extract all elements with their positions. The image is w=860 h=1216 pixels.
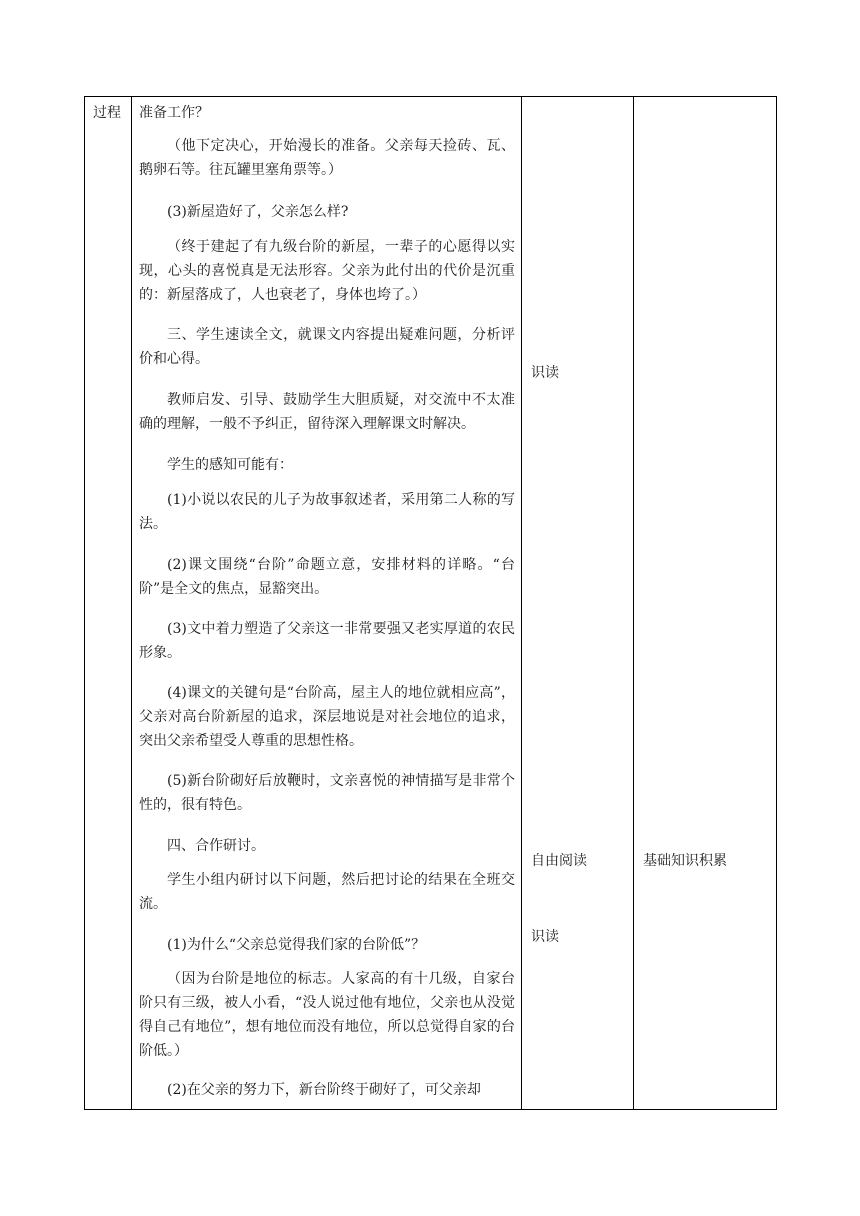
activity-note: 识读 (531, 365, 559, 381)
paragraph: (2)课文围绕“台阶”命题立意，安排材料的详略。“台阶”是全文的焦点，显豁突出。 (139, 557, 515, 597)
column-divider (633, 97, 634, 1109)
activity-note: 自由阅读 (531, 853, 587, 869)
goal-note: 基础知识积累 (643, 853, 727, 869)
column-divider (521, 97, 522, 1109)
paragraph: (4)课文的关键句是“台阶高，屋主人的地位就相应高”，父亲对高台阶新屋的追求，深层地说是对社会地位的追求，突出父亲希望受人尊重的思想性格。 (139, 685, 515, 749)
paragraph: (3)文中着力塑造了父亲这一非常要强又老实厚道的农民形象。 (139, 621, 515, 661)
paragraph: 教师启发、引导、鼓励学生大胆质疑，对交流中不太准确的理解，一般不予纠正，留待深入理解课文时解决。 (139, 392, 515, 432)
paragraph: 四、合作研讨。 (167, 838, 265, 854)
paragraph: 学生的感知可能有： (167, 457, 293, 473)
paragraph: (3)新屋造好了，父亲怎么样? (167, 204, 349, 220)
paragraph: （终于建起了有九级台阶的新屋，一辈子的心愿得以实现，心头的喜悦真是无法形容。父亲为此付出的代价是沉重的：新屋落成了，人也衰老了，身体也垮了。） (139, 239, 515, 303)
paragraph: (5)新台阶砌好后放鞭时，文亲喜悦的神情描写是非常个性的，很有特色。 (139, 773, 515, 813)
paragraph: （因为台阶是地位的标志。人家高的有十几级，自家台阶只有三级，被人小看，“没人说过他有地位，父亲也从没觉得自己有地位”，想有地位而没有地位，所以总觉得自家的台阶低。） (139, 971, 515, 1059)
paragraph: (1)为什么“父亲总觉得我们家的台阶低”？ (167, 937, 426, 953)
paragraph: 三、学生速读全文，就课文内容提出疑难问题，分析评价和心得。 (139, 327, 515, 367)
lesson-table (84, 96, 777, 1110)
paragraph: （他下定决心，开始漫长的准备。父亲每天捡砖、瓦、鹅卵石等。往瓦罐里塞角票等。） (139, 138, 515, 178)
paragraph: 学生小组内研讨以下问题，然后把讨论的结果在全班交流。 (139, 872, 515, 912)
paragraph: (1)小说以农民的儿子为故事叙述者，采用第二人称的写法。 (139, 492, 515, 532)
stage-label: 过程 (93, 105, 121, 121)
column-divider (131, 97, 132, 1109)
activity-note: 识读 (531, 929, 559, 945)
paragraph: (2)在父亲的努力下，新台阶终于砌好了，可父亲却 (167, 1082, 481, 1098)
paragraph: 准备工作？ (139, 105, 209, 121)
